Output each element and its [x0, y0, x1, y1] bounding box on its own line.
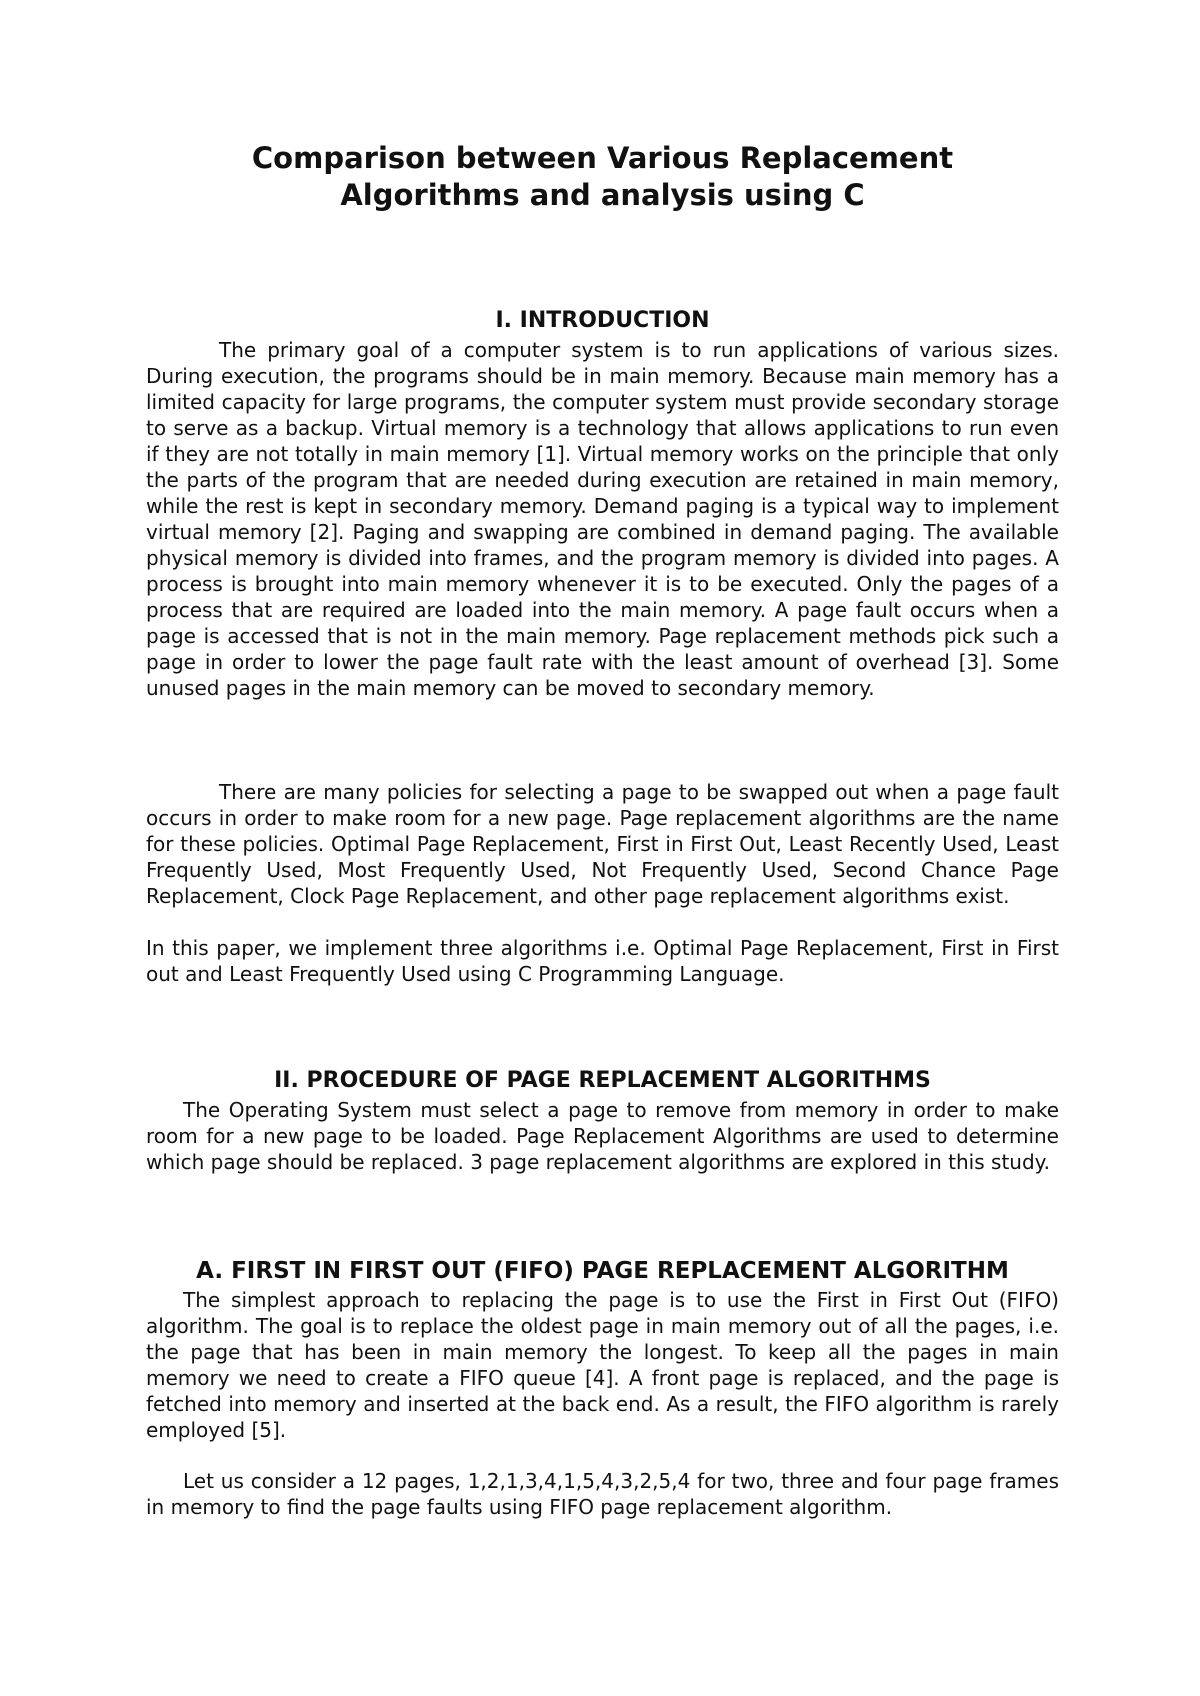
- title-line-2: Algorithms and analysis using C: [340, 178, 865, 212]
- title-line-1: Comparison between Various Replacement: [251, 141, 954, 175]
- intro-paragraph-1: The primary goal of a computer system is to run applications of various sizes. During execution, the programs should be in main memory. Because main memory has a limited capacity for large programs, the computer system must provide secondary storage to serve as a backup. Virtual memory is a technology that allows applications to run even if they are not totally in main memory [1]. Virtual memory works on the principle that only the parts of the program that are needed during execution are retained in main memory, while the rest is kept in secondary memory. Demand paging is a typical way to implement virtual memory [2]. Paging and swapping are combined in demand paging. The available physical memory is divided into frames, and the program memory is divided into pages. A process is brought into main memory whenever it is to be executed. Only the pages of a process that are required are loaded into the main memory. A page fault occurs when a page is accessed that is not in the main memory. Page replacement methods pick such a page in order to lower the page fault rate with the least amount of overhead [3]. Some unused pages in the main memory can be moved to secondary memory.: [146, 338, 1059, 700]
- section-heading-fifo: A. FIRST IN FIRST OUT (FIFO) PAGE REPLACEMENT ALGORITHM: [196, 1258, 1009, 1284]
- section-heading-procedure: II. PROCEDURE OF PAGE REPLACEMENT ALGORITHMS: [274, 1068, 931, 1093]
- fifo-paragraph-2: Let us consider a 12 pages, 1,2,1,3,4,1,5,4,3,2,5,4 for two, three and four page frames in memory to find the page faults using FIFO page replacement algorithm.: [146, 1469, 1059, 1519]
- fifo-paragraph-1: The simplest approach to replacing the page is to use the First in First Out (FIFO) algorithm. The goal is to replace the oldest page in main memory out of all the pages, i.e. the page that has been in main memory the longest. To keep all the pages in main memory we need to create a FIFO queue [4]. A front page is replaced, and the page is fetched into memory and inserted at the back end. As a result, the FIFO algorithm is rarely employed [5].: [146, 1288, 1059, 1442]
- intro-paragraph-2: There are many policies for selecting a page to be swapped out when a page fault occurs in order to make room for a new page. Page replacement algorithms are the name for these policies. Optimal Page Replacement, First in First Out, Least Recently Used, Least Frequently Used, Most Frequently Used, Not Frequently Used, Second Chance Page Replacement, Clock Page Replacement, and other page replacement algorithms exist.: [146, 780, 1059, 908]
- document-title: [146, 140, 1059, 214]
- intro-paragraph-3: In this paper, we implement three algorithms i.e. Optimal Page Replacement, First in First out and Least Frequently Used using C Programming Language.: [146, 936, 1059, 986]
- section-heading-introduction: I. INTRODUCTION: [495, 308, 710, 333]
- procedure-paragraph-1: The Operating System must select a page to remove from memory in order to make room for a new page to be loaded. Page Replacement Algorithms are used to determine which page should be replaced. 3 page replacement algorithms are explored in this study.: [146, 1098, 1059, 1174]
